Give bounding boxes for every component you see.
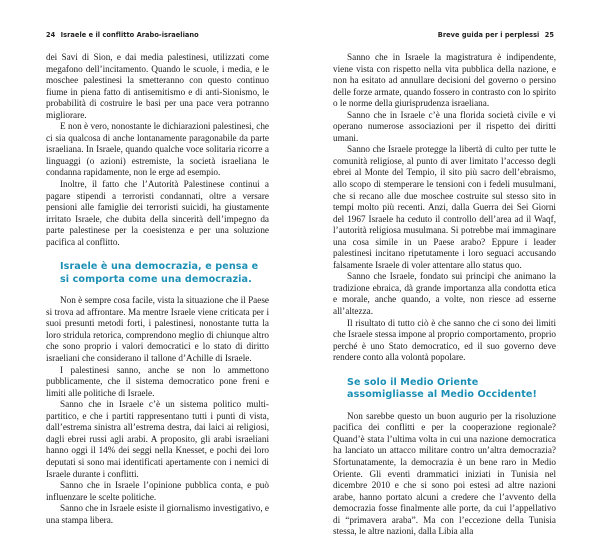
running-head-title: Israele e il conflitto Arabo-israeliano [60, 31, 199, 39]
paragraph: Non è sempre cosa facile, vista la situazione che il Paese si trova ad affrontare. Ma mentre Israele viene criticata per i suoi presunti metodi forti, i palestinesi, nonostante tutta la loro stridula retorica, comprendono meglio di chiunque altro che sono proprio i valori democratici e lo stato di diritto israeliani che considerano il tallone d’Achille di Israele. [46, 295, 269, 364]
paragraph: Non sarebbe questo un buon augurio per la risoluzione pacifica dei conflitti e per la cooperazione regionale? Quand’è stata l’ultima volta in cui una nazione democratica ha lanciato un attacco militare contro un’altra democrazia? Sfortunatamente, la democrazia è un bene raro in Medio Oriente. Gli eventi drammatici iniziati in Tunisia nel dicembre 2010 e che si sono poi estesi ad altre nazioni arabe, hanno portato alcuni a credere che l’avvento della democrazia fosse finalmente alle porte, da cui l’appellativo di “primavera araba”. Ma con l’eccezione della Tunisia stessa, le altre nazioni, dalla Libia alla [333, 410, 556, 537]
paragraph: Sanno che in Israele esiste il giornalismo investigativo, e una stampa libera. [46, 503, 269, 525]
section-heading: Israele è una democrazia, e pensa e si comporta come una democrazia. [60, 261, 259, 285]
page-body [46, 52, 269, 526]
paragraph: Sanno che in Israele l’opinione pubblica conta, e può influenzare le scelte politiche. [46, 480, 269, 502]
paragraph: Sanno che in Israele c’è un sistema politico multi-partitico, e che i partiti rappresentano tutti i punti di vista, dall’estrema sinistra all’estrema destra, dai laici ai religiosi, dagli ebrei russi agli arabi. A proposito, gli arabi israeliani hanno oggi il 14% dei seggi nella Knesset, e pochi dei loro deputati si sono mai identificati apertamente con i nemici di Israele durante i conflitti. [46, 399, 269, 479]
left-page [0, 0, 300, 525]
running-head [438, 31, 554, 39]
page-number: 24 [46, 31, 56, 39]
paragraph: Sanno che Israele protegge la libertà di culto per tutte le comunità religiose, al punto di aver limitato l’accesso degli ebrei al Monte del Tempio, il sito più sacro dell’ebraismo, allo scopo di stemperare le tensioni con i fedeli musulmani, che si recano alle due moschee costruite sul stesso sito in tempi molto più recenti. Anzi, dalla Guerra dei Sei Giorni del 1967 Israele ha ceduto il controllo dell’area ad il Waqf, l’autorità religiosa musulmana. Si potrebbe mai immaginare una cosa simile in un Paese arabo? Eppure i leader palestinesi incitano ripetutamente i loro seguaci accusando falsamente Israele di voler attentare allo status quo. [333, 144, 556, 270]
paragraph: Sanno che in Israele la magistratura è indipendente, viene vista con rispetto nella vita pubblica della nazione, e non ha esitato ad annullare decisioni del governo o persino delle forze armate, quando fossero in contrasto con lo spirito o le norme della giurisprudenza israeliana. [333, 52, 556, 109]
section-heading: Se solo il Medio Oriente assomigliasse al Medio Occidente! [347, 376, 537, 401]
paragraph: Sanno che in Israele c’è una florida società civile e vi operano numerose associazioni per il rispetto dei diritti umani. [333, 109, 556, 143]
paragraph: E non è vero, nonostante le dichiarazioni palestinesi, che ci sia qualcosa di anche lontanamente paragonabile da parte israeliana. In Israele, quando qualche voce solitaria ricorre a linguaggi (o azioni) estremiste, la società israeliana le condanna rapidamente, non le erge ad esempio. [46, 121, 269, 178]
page-number: 25 [544, 31, 554, 39]
running-head-title: Breve guida per i perplessi [437, 31, 540, 39]
right-page [300, 0, 600, 537]
paragraph: dei Savi di Sion, e dai media palestinesi, utilizzati come megafono dell’incitamento. Quando le scuole, i media, e le moschee palestinesi la smetteranno con questo continuo fiume in piena fatto di antisemitismo e di anti-Sionismo, le probabilità di costruire le basi per una pace vera potranno migliorare. [46, 52, 269, 120]
paragraph: Il risultato di tutto ciò è che sanno che ci sono dei limiti che Israele stessa impone al proprio comportamento, proprio perché è uno Stato democratico, ed il suo governo deve rendere conto alla volontà popolare. [333, 317, 556, 363]
paragraph: I palestinesi sanno, anche se non lo ammettono pubblicamente, che il sistema democratico pone freni e limiti alle politiche di Israele. [46, 364, 269, 398]
paragraph: Sanno che Israele, fondato sui principi che animano la tradizione ebraica, dà grande importanza alla condotta etica e morale, anche quando, a volte, non riesce ad esserne all’altezza. [333, 271, 556, 317]
paragraph: Inoltre, il fatto che l’Autorità Palestinese continui a pagare stipendi a terroristi condannati, oltre a versare pensioni alle famiglie dei terroristi suicidi, ha giustamente irritato Israele, che dubita della sincerità dell’impegno da parte palestinese per la coesistenza e per una soluzione pacifica al conflitto. [46, 179, 269, 247]
running-head [46, 31, 199, 39]
page-body [333, 52, 556, 538]
